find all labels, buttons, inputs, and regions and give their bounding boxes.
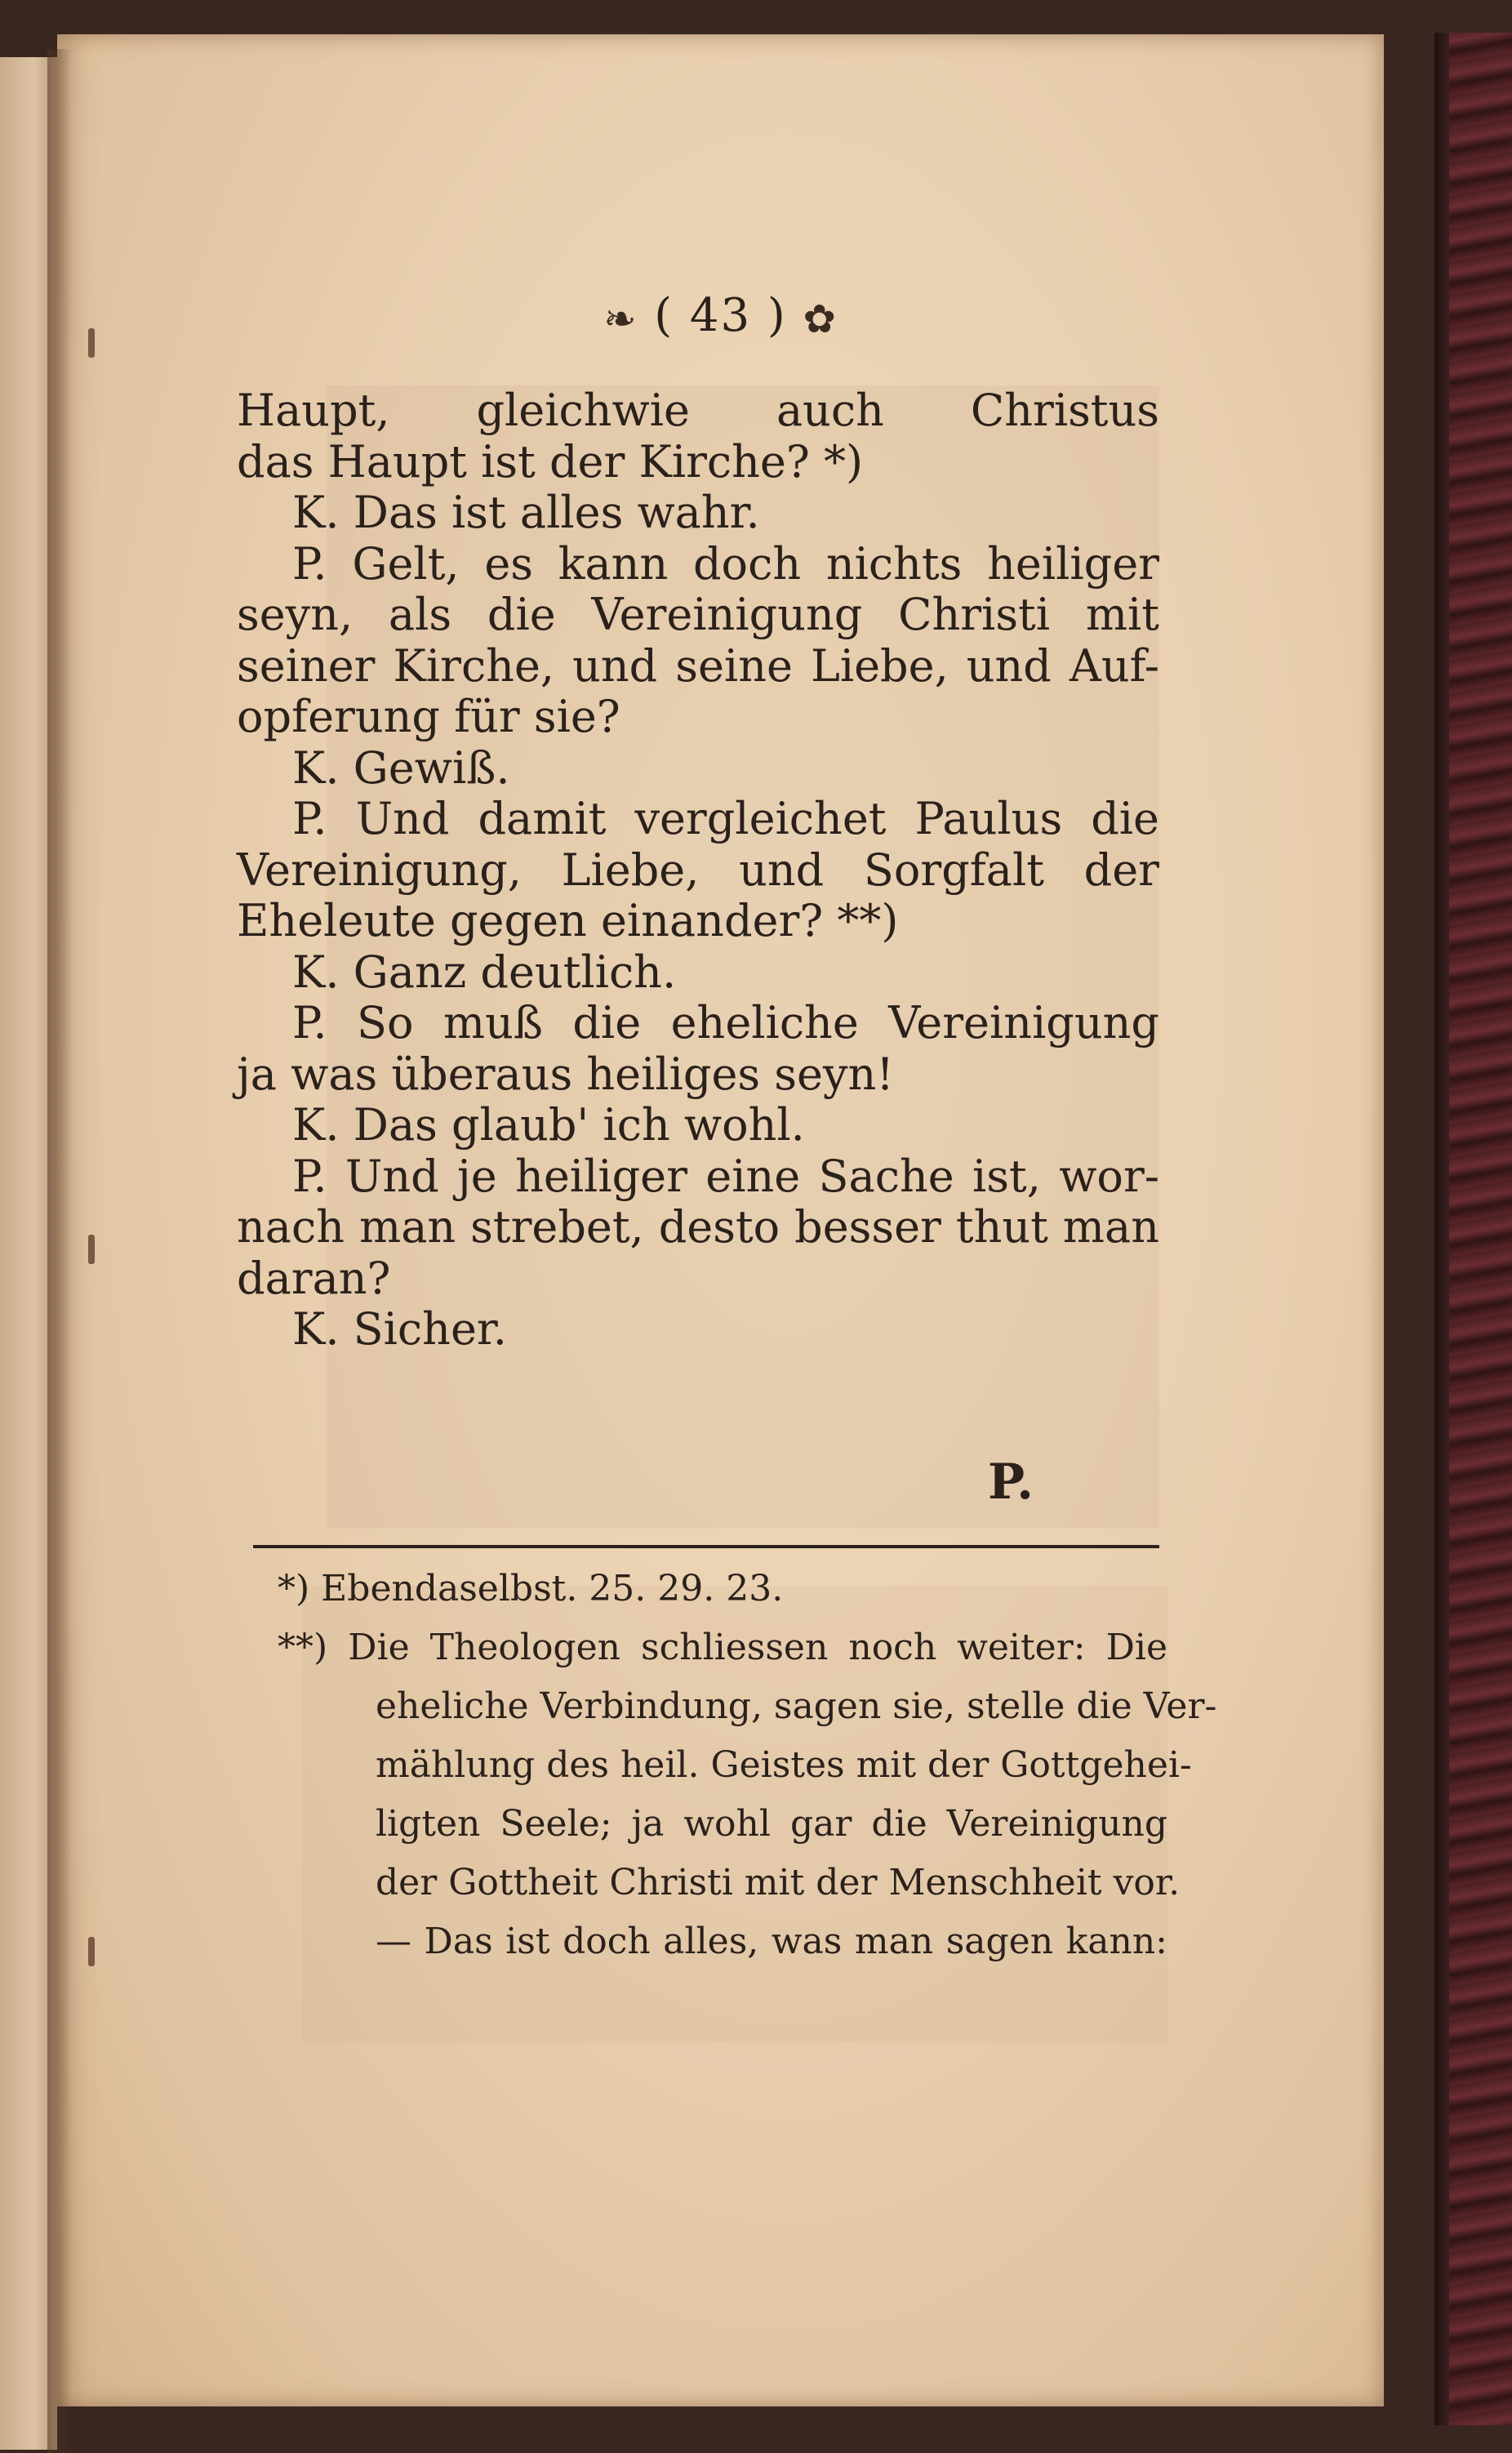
text-line: Haupt, gleichwie auch Christus: [237, 385, 1159, 436]
footnote-line: ligten Seele; ja wohl gar die Vereinigung: [376, 1803, 1167, 1845]
text-line: K. Das ist alles wahr.: [292, 487, 760, 538]
footnote-rule: [253, 1545, 1159, 1548]
footnote-line: der Gottheit Christi mit der Menschheit vor.: [376, 1862, 1181, 1903]
text-line: seyn, als die Vereinigung Christi mit: [237, 589, 1159, 640]
text-line: ja was überaus heiliges seyn!: [237, 1048, 894, 1100]
catchword: P.: [988, 1454, 1034, 1511]
text-line: K. Ganz deutlich.: [292, 946, 677, 998]
binding-gutter: [47, 49, 72, 2453]
footnote-line: eheliche Verbindung, sagen sie, stelle die Ver-: [376, 1685, 1217, 1727]
text-line: P. Und je heiliger eine Sache ist, wor-: [292, 1150, 1159, 1202]
text-line: K. Sicher.: [292, 1303, 507, 1355]
text-line: Eheleute gegen einander? **): [237, 895, 899, 946]
binding-hole: [88, 1937, 95, 1966]
body-text: [237, 385, 1159, 1356]
footnote-line: **) Die Theologen schliessen noch weiter: Die: [278, 1627, 1167, 1668]
binding-hole: [88, 1235, 95, 1264]
book-page: [57, 34, 1384, 2406]
text-line: Vereinigung, Liebe, und Sorgfalt der: [237, 844, 1159, 896]
footnote-line: mählung des heil. Geistes mit der Gottgehei-: [376, 1744, 1192, 1786]
footnotes: [278, 1560, 1217, 1971]
text-line: seiner Kirche, und seine Liebe, und Auf-: [237, 639, 1159, 692]
book-cover-edge: [1434, 33, 1512, 2425]
footnote-line: *) Ebendaselbst. 25. 29. 23.: [278, 1568, 784, 1609]
page-number: ( 43 ): [654, 289, 787, 342]
text-line: nach man strebet, desto besser thut man: [237, 1201, 1159, 1253]
ornament-right-icon: ✿: [803, 296, 838, 342]
text-line: opferung für sie?: [237, 691, 620, 742]
text-line: daran?: [237, 1252, 391, 1304]
page-header: [57, 289, 1384, 342]
footnote-line: — Das ist doch alles, was man sagen kann:: [376, 1921, 1167, 1962]
text-line: P. So muß die eheliche Vereinigung: [292, 997, 1159, 1048]
text-line: K. Gewiß.: [292, 741, 510, 794]
text-line: K. Das glaub' ich wohl.: [292, 1099, 805, 1151]
text-line: P. Gelt, es kann doch nichts heiliger: [292, 537, 1159, 590]
text-line: P. Und damit vergleichet Paulus die: [292, 793, 1159, 844]
ornament-left-icon: ❧: [603, 296, 638, 342]
text-line: das Haupt ist der Kirche? *): [237, 435, 864, 487]
